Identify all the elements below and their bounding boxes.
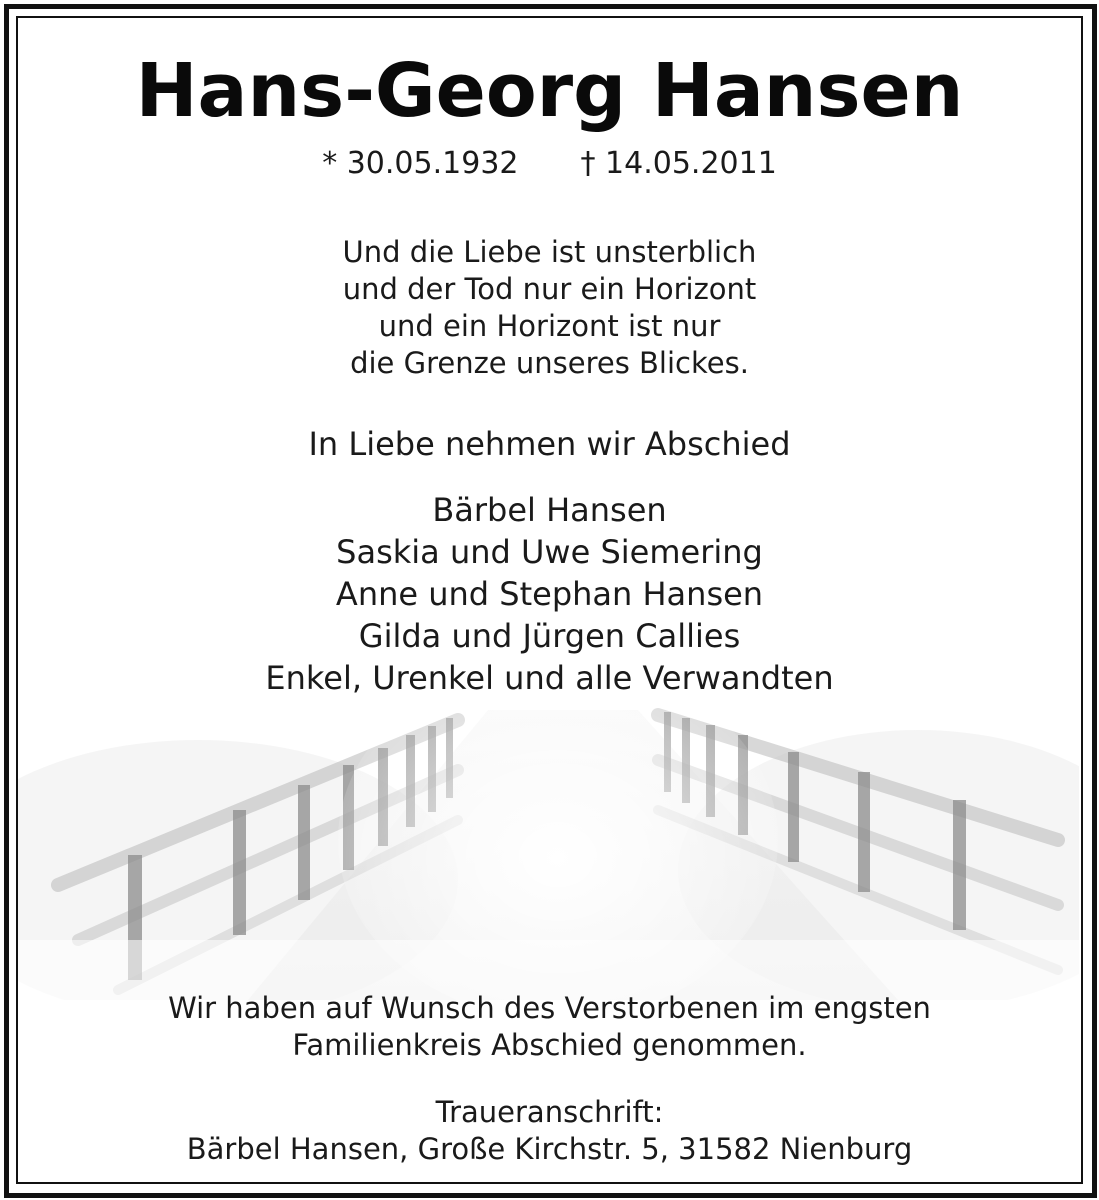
address-label: Traueranschrift: [435,1095,664,1129]
memorial-poem [0,234,1099,382]
mourners-list [0,489,1099,699]
funeral-note [0,990,1099,1064]
poem-line: die Grenze unseres Blickes. [350,346,749,380]
mourner-name: Gilda und Jürgen Callies [358,617,741,655]
poem-line: Und die Liebe ist unsterblich [342,235,757,269]
farewell-line: In Liebe nehmen wir Abschied [308,425,791,463]
address-text: Bärbel Hansen, Große Kirchstr. 5, 31582 Nienburg [186,1132,913,1166]
poem-line: und der Tod nur ein Horizont [342,272,757,306]
mourning-address [0,1094,1099,1168]
misty-bridge-illustration [18,690,1079,1000]
mourner-name: Enkel, Urenkel und alle Verwandten [265,659,834,697]
birth-date: * 30.05.1932 [322,146,519,181]
poem-line: und ein Horizont ist nur [378,309,721,343]
life-dates [0,146,1099,182]
death-date: † 14.05.2011 [580,146,777,181]
deceased-name: Hans-Georg Hansen [135,48,964,134]
mourner-name: Bärbel Hansen [432,491,667,529]
mourner-name: Saskia und Uwe Siemering [336,533,763,571]
note-line: Familienkreis Abschied genommen. [292,1028,807,1062]
mourner-name: Anne und Stephan Hansen [335,575,764,613]
note-line: Wir haben auf Wunsch des Verstorbenen im engsten [168,991,931,1025]
